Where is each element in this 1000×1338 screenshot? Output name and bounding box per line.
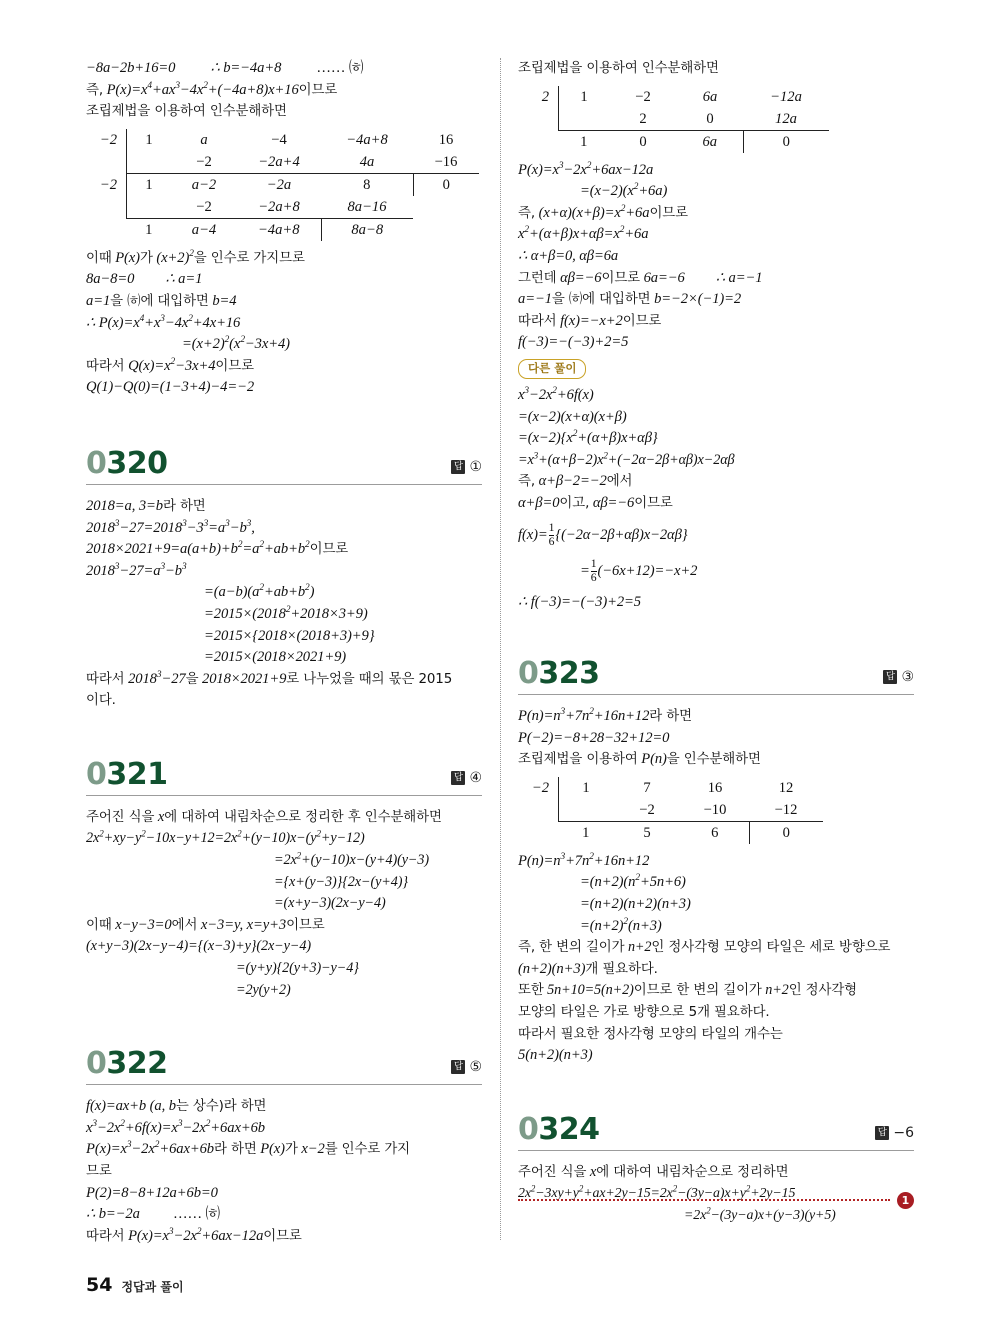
divisor-cell	[518, 108, 559, 131]
table-row	[518, 130, 829, 153]
problem-rule	[86, 1084, 482, 1085]
remainder-cell: 0	[749, 821, 823, 844]
coef-cell: −12	[749, 799, 823, 822]
table-row	[518, 821, 823, 844]
solution-line: −8a−2b+16=0 ∴ b=−4a+8 …… ㈍	[86, 60, 364, 76]
page-footer	[86, 1274, 184, 1296]
divisor-cell	[86, 151, 127, 174]
solution-line: 즉, $P(x)=x^4+ax^3-4x^2+(-4a+8)x+16$이므로	[86, 80, 338, 98]
problem-number-digits: 322	[106, 1046, 168, 1082]
solution-line: ∴ f(−3)=−(−3)+2=5	[518, 593, 642, 610]
solution-line: a=1을 ㈍에 대입하면 b=4	[86, 292, 237, 309]
problem-number-digits: 321	[106, 756, 168, 792]
fraction-numerator: 1	[590, 557, 597, 571]
problem-rule	[518, 1150, 914, 1151]
problem-0322	[86, 1045, 482, 1247]
divisor-cell: −2	[99, 131, 117, 148]
coef-cell: 1	[127, 173, 172, 196]
continued-0322-block	[518, 58, 914, 613]
coef-cell: 1	[559, 86, 610, 108]
solution-line: $=2x^2-(3y-a)x+(y-3)(y+5)$	[684, 1205, 836, 1223]
continued-solution-block	[86, 58, 482, 399]
problem-header	[86, 1045, 482, 1082]
problem-number-digits: 323	[538, 656, 600, 692]
solution-line: 이때 P(x)가 $(x+2)^2$을 인수로 가지므로	[86, 248, 305, 266]
coef-cell: −2	[171, 151, 237, 174]
answer-chip-label: 답	[883, 670, 897, 684]
synthetic-division-table	[86, 129, 482, 241]
problem-rule	[86, 795, 482, 796]
coef-cell: 1	[580, 133, 588, 150]
problem-number	[86, 756, 168, 792]
divisor-cell	[86, 218, 127, 241]
answer-badge	[451, 770, 482, 790]
answer-badge	[451, 459, 482, 479]
coef-cell: −2a+4	[237, 151, 321, 174]
solution-line: (n+2)(n+3)개 필요하다.	[518, 960, 658, 977]
coef-cell: a	[200, 131, 208, 148]
solution-line: P(2)=8−8+12a+6b=0	[86, 1184, 218, 1201]
solution-line: $x^3-2x^2+6f(x)$	[518, 386, 594, 403]
solution-line: =2015×(2018×2021+9)	[204, 649, 347, 666]
solution-line: ={x+(y−3)}{2x−(y+4)}	[274, 873, 408, 890]
problem-0321	[86, 756, 482, 1001]
solution-line: 그런데 αβ=−6이므로 6a=−6 ∴ a=−1	[518, 269, 763, 286]
solution-line: 조립제법을 이용하여 인수분해하면	[86, 104, 287, 120]
coef-cell: −4	[271, 131, 287, 148]
problem-number	[86, 1046, 168, 1082]
problem-header	[518, 655, 914, 692]
problem-number-zero: 0	[86, 445, 107, 481]
column-divider-rule	[500, 58, 501, 1240]
coef-cell	[413, 218, 479, 241]
solution-line: ∴ α+β=0, αβ=6a	[518, 247, 619, 264]
solution-line: $=(n+2)(n^2+5n+6)$	[580, 873, 686, 891]
divisor-cell: 2	[541, 88, 549, 105]
coef-cell: −2a+8	[237, 196, 321, 219]
solution-line: =(y+y){2(y+3)−y−4}	[236, 960, 359, 977]
column-divider	[482, 58, 518, 1248]
solution-line: (x+y−3)(2x−y−4)={(x−3)+y}(2x−y−4)	[86, 938, 311, 955]
solution-line: $2x^2-3xy+y^2+ax+2y-15=2x^2-(3y-a)x+y^2+2y-15$	[518, 1183, 796, 1202]
answer-chip-label: 답	[451, 771, 465, 785]
coef-cell: 0	[677, 108, 743, 131]
solution-line: 또한 5n+10=5(n+2)이므로 한 변의 길이가 n+2인 정사각형	[518, 982, 858, 999]
solution-line: $2018^3-27=a^3-b^3$	[86, 561, 187, 579]
footer-label: 정답과 풀이	[121, 1280, 184, 1294]
left-column	[86, 58, 482, 1247]
answer-value: −6	[893, 1124, 914, 1141]
problem-number	[518, 1111, 600, 1147]
coef-cell: 16	[438, 131, 454, 148]
problem-0320	[86, 445, 482, 712]
solution-line: 조립제법을 이용하여 P(n)을 인수분해하면	[518, 751, 761, 768]
solution-line: $=(x+2)^2(x^2-3x+4)$	[182, 335, 290, 353]
solution-line: 즉, 한 변의 길이가 n+2인 정사각형 모양의 타일은 세로 방향으로	[518, 939, 891, 956]
red-dotted-line	[518, 1199, 890, 1201]
problem-number	[86, 445, 168, 481]
solution-line: 조립제법을 이용하여 인수분해하면	[518, 61, 719, 76]
solution-line: 2018=a, 3=b라 하면	[86, 497, 206, 514]
problem-0323	[518, 655, 914, 1067]
coef-cell: −2a	[266, 176, 292, 193]
solution-line: 므로	[86, 1164, 112, 1179]
coef-cell: −2	[171, 196, 237, 219]
two-column-body	[86, 58, 914, 1248]
solution-line: $=(x-2)\{x^2+(\alpha+\beta)x+\alpha\beta\}$	[518, 429, 658, 447]
divisor-cell: −2	[99, 176, 117, 193]
answer-value: ⑤	[469, 1059, 482, 1076]
solution-line: a=−1을 ㈍에 대입하면 b=−2×(−1)=2	[518, 291, 742, 308]
synthetic-division-table	[518, 86, 914, 153]
coef-cell: 1	[127, 129, 172, 151]
coef-cell: 5	[643, 824, 651, 841]
right-column	[518, 58, 914, 1227]
coef-cell: 12a	[743, 108, 829, 131]
answer-chip-label: 답	[451, 1060, 465, 1074]
coef-cell	[413, 196, 479, 219]
solution-line: 즉, $(x+\alpha)(x+\beta)=x^2+6a$이므로	[518, 203, 688, 221]
page-number: 54	[86, 1274, 113, 1296]
coef-cell: 6a	[702, 88, 718, 105]
remainder-cell: 0	[743, 130, 829, 153]
coef-cell	[559, 108, 610, 131]
fraction-numerator: 1	[548, 521, 555, 535]
solution-line: =2015×{2018×(2018+3)+9}	[204, 627, 375, 644]
solution-line: $=(x-2)(x^2+6a)$	[580, 182, 668, 200]
solution-line: $P(x)=x^3-2x^2+6ax-12a$	[518, 160, 654, 178]
solution-line: 8a−8=0 ∴ a=1	[86, 271, 203, 288]
coef-cell: 4a	[321, 151, 413, 174]
solution-line: $2018^3-27=2018^3-3^3=a^3-b^3$,	[86, 518, 255, 536]
solution-line: $=x^3+(\alpha+\beta-2)x^2+(-2\alpha-2\beta+\alpha\beta)x-2\alpha\beta$	[518, 449, 735, 468]
solution-line: $2018\times 2021+9=a(a+b)+b^2=a^2+ab+b^2$이므로	[86, 540, 349, 558]
remainder-cell: 0	[413, 173, 479, 196]
answer-value: ①	[469, 458, 482, 475]
solution-line: f(x)=ax+b (a, b는 상수)라 하면	[86, 1098, 267, 1115]
table-row	[518, 86, 829, 108]
answer-badge	[451, 1059, 482, 1079]
solution-line: 따라서 f(x)=−x+2이므로	[518, 312, 662, 329]
coef-cell: −4a+8	[346, 131, 388, 148]
coef-cell: −2	[635, 88, 651, 105]
fraction-one-sixth	[591, 558, 597, 584]
problem-number-zero: 0	[518, 1111, 539, 1147]
problem-number-zero: 0	[518, 656, 539, 692]
fraction-denominator: 6	[548, 534, 555, 548]
coef-cell: a−2	[191, 176, 217, 193]
coef-cell: 8	[363, 176, 371, 193]
alt-solution-badge: 다른 풀이	[518, 359, 586, 379]
solution-line: 주어진 식을 x에 대하여 내림차순으로 정리하면	[518, 1163, 789, 1180]
coef-cell: 8a−16	[321, 196, 413, 219]
table-row	[86, 151, 479, 174]
table-row	[86, 129, 479, 151]
answer-badge	[883, 669, 914, 689]
solution-line: =(x+y−3)(2x−y−4)	[274, 895, 386, 912]
solution-line: =(x−2)(x+α)(x+β)	[518, 408, 627, 425]
coef-cell	[559, 799, 614, 822]
divisor-cell	[518, 130, 559, 153]
table-row	[86, 173, 479, 196]
solution-line: $=2x^2+(y-10)x-(y+4)(y-3)$	[274, 850, 430, 869]
solution-line: $=(a-b)(a^2+ab+b^2)$	[204, 583, 315, 601]
coef-cell: −2	[613, 799, 681, 822]
problem-rule	[518, 694, 914, 695]
solution-line: f(x)= $\frac{1}{6}$ {(−2α−2β+αβ)x−2αβ}	[518, 521, 688, 548]
divisor-cell	[518, 799, 559, 822]
coef-cell: 6a	[702, 133, 718, 150]
coef-cell: −10	[681, 799, 749, 822]
problem-number-digits: 324	[538, 1111, 600, 1147]
coef-cell: 1	[582, 824, 590, 841]
solution-line: 따라서 $2018^3-27$을 2018×2021+9로 나누었을 때의 몫은 2015	[86, 669, 453, 687]
answer-badge	[875, 1125, 914, 1145]
coef-cell	[127, 151, 172, 174]
coef-cell: −16	[413, 151, 479, 174]
solution-line: =(n+2)(n+2)(n+3)	[580, 896, 691, 913]
problem-number	[518, 656, 600, 692]
coef-cell: −4a+8	[257, 221, 300, 238]
coef-cell: 6	[711, 824, 719, 841]
solution-line: f(−3)=−(−3)+2=5	[518, 334, 629, 351]
solution-line: 이때 x−y−3=0에서 x−3=y, x=y+3이므로	[86, 916, 325, 933]
solution-line: 따라서 $P(x)=x^3-2x^2+6ax-12a$이므로	[86, 1226, 302, 1244]
fraction-one-sixth	[549, 522, 555, 548]
solution-line: $x^3-2x^2+6f(x)=x^3-2x^2+6ax+6b$	[86, 1118, 265, 1136]
synthetic-division-table	[518, 777, 914, 844]
solution-line: $2x^2+xy-y^2-10x-y+12=2x^2+(y-10)x-(y^2+y-12)$	[86, 828, 365, 847]
coef-cell: 7	[643, 779, 651, 796]
solution-line: 따라서 $Q(x)=x^2-3x+4$이므로	[86, 356, 254, 374]
solution-line: $=(n+2)^2(n+3)$	[580, 916, 662, 934]
solution-line: ∴ $P(x)=x^4+x^3-4x^2+4x+16$	[86, 313, 241, 331]
remainder-cell: 8a−8	[321, 218, 413, 241]
coef-cell: 12	[778, 779, 794, 796]
solution-line: 따라서 필요한 정사각형 모양의 타일의 개수는	[518, 1026, 783, 1042]
coef-cell: 2	[609, 108, 677, 131]
solution-line: 즉, α+β−2=−2에서	[518, 473, 633, 490]
solution-line: $x^2+(\alpha+\beta)x+\alpha\beta=x^2+6a$	[518, 225, 649, 243]
table-row	[86, 218, 479, 241]
divisor-cell: −2	[531, 779, 549, 796]
solution-line: 모양의 타일은 가로 방향으로 5개 필요하다.	[518, 1005, 770, 1021]
table-row	[518, 108, 829, 131]
fraction-denominator: 6	[590, 570, 597, 584]
coef-cell: a−4	[191, 221, 217, 238]
section-marker-badge: 1	[897, 1192, 914, 1209]
problem-number-zero: 0	[86, 1046, 107, 1082]
solution-line: =2y(y+2)	[236, 981, 291, 998]
problem-number-digits: 320	[106, 445, 168, 481]
coef-cell: −12a	[770, 88, 802, 105]
problem-header	[518, 1111, 914, 1145]
coef-cell: 1	[145, 221, 153, 238]
problem-0324	[518, 1111, 914, 1227]
answer-value: ③	[901, 669, 914, 686]
solution-line: ∴ b=−2a …… ㈍	[86, 1206, 220, 1223]
answer-value: ④	[469, 769, 482, 786]
solution-line: $=2015\times(2018^2+2018\times 3+9)$	[204, 605, 368, 622]
solution-line: Q(1)−Q(0)=(1−3+4)−4=−2	[86, 379, 255, 396]
solution-line: 주어진 식을 x에 대하여 내림차순으로 정리한 후 인수분해하면	[86, 808, 442, 825]
solution-line: = $\frac{1}{6}$ (−6x+12)=−x+2	[580, 557, 698, 584]
solution-line: 이다.	[86, 693, 116, 709]
problem-number-zero: 0	[86, 756, 107, 792]
divisor-cell	[86, 196, 127, 219]
solution-line: $P(x)=x^3-2x^2+6ax+6b$라 하면 P(x)가 x−2를 인수로 가지	[86, 1140, 411, 1158]
coef-cell: 16	[707, 779, 723, 796]
solution-line: α+β=0이고, αβ=−6이므로	[518, 494, 673, 511]
answer-chip-label: 답	[875, 1126, 889, 1140]
table-row	[518, 777, 823, 799]
solution-line: $P(n)=n^3+7n^2+16n+12$	[518, 852, 650, 869]
solution-line: 5(n+2)(n+3)	[518, 1047, 593, 1064]
section-end-rule	[518, 1192, 914, 1209]
solution-line: $P(n)=n^3+7n^2+16n+12$라 하면	[518, 707, 692, 725]
answer-chip-label: 답	[451, 460, 465, 474]
table-row	[86, 196, 479, 219]
problem-rule	[86, 484, 482, 485]
divisor-cell	[518, 821, 559, 844]
problem-header	[86, 445, 482, 479]
coef-cell: 1	[559, 777, 614, 799]
coef-cell	[127, 196, 172, 219]
coef-cell: 0	[639, 133, 647, 150]
problem-header	[86, 756, 482, 790]
table-row	[518, 799, 823, 822]
solution-line: P(−2)=−8+28−32+12=0	[518, 729, 670, 746]
